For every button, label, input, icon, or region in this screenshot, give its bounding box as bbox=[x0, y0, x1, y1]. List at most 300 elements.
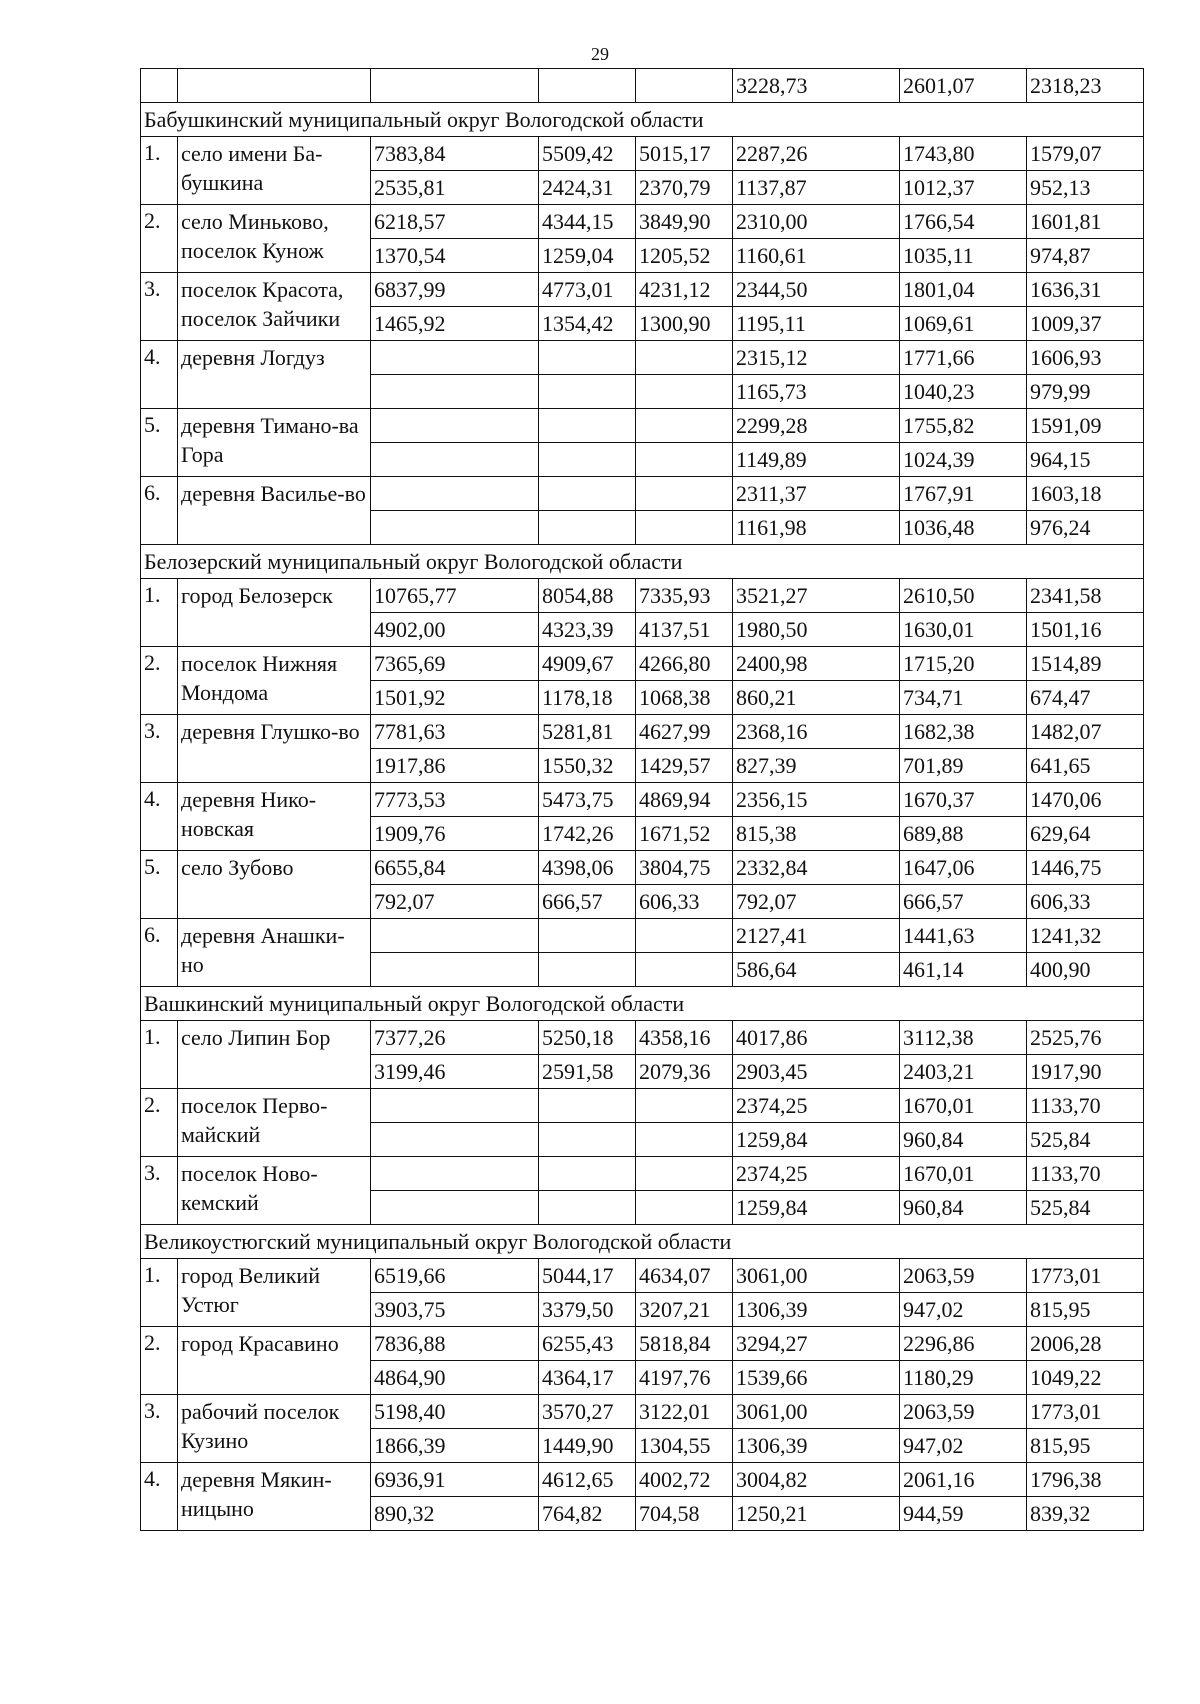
value-cell: 1909,76 bbox=[371, 817, 539, 851]
value-cell: 3112,38 bbox=[900, 1021, 1027, 1055]
value-cell: 1465,92 bbox=[371, 307, 539, 341]
value-cell: 2063,59 bbox=[900, 1395, 1027, 1429]
value-cell bbox=[371, 1089, 539, 1123]
value-cell: 1715,20 bbox=[900, 647, 1027, 681]
value-cell: 1742,26 bbox=[539, 817, 636, 851]
table-row bbox=[141, 1021, 1144, 1055]
table-row bbox=[141, 1089, 1144, 1123]
entry-index: 4. bbox=[141, 1463, 178, 1531]
value-cell: 3521,27 bbox=[733, 579, 900, 613]
entry-index: 2. bbox=[141, 1089, 178, 1157]
value-cell bbox=[636, 919, 733, 953]
settlement-name: деревня Анашки-но bbox=[178, 919, 371, 987]
value-cell: 1009,37 bbox=[1027, 307, 1144, 341]
carry-over-cell bbox=[636, 69, 733, 103]
value-cell bbox=[636, 1157, 733, 1191]
carry-over-cell: 3228,73 bbox=[733, 69, 900, 103]
value-cell: 734,71 bbox=[900, 681, 1027, 715]
value-cell: 1300,90 bbox=[636, 307, 733, 341]
value-cell: 1514,89 bbox=[1027, 647, 1144, 681]
value-cell: 1259,84 bbox=[733, 1123, 900, 1157]
value-cell bbox=[371, 443, 539, 477]
table-row bbox=[141, 1157, 1144, 1191]
value-cell: 2287,26 bbox=[733, 137, 900, 171]
value-cell: 5250,18 bbox=[539, 1021, 636, 1055]
value-cell: 4266,80 bbox=[636, 647, 733, 681]
table-row bbox=[141, 919, 1144, 953]
value-cell: 952,13 bbox=[1027, 171, 1144, 205]
value-cell: 3294,27 bbox=[733, 1327, 900, 1361]
value-cell: 7383,84 bbox=[371, 137, 539, 171]
value-cell: 606,33 bbox=[1027, 885, 1144, 919]
value-cell: 1069,61 bbox=[900, 307, 1027, 341]
value-cell: 5015,17 bbox=[636, 137, 733, 171]
value-cell: 2356,15 bbox=[733, 783, 900, 817]
value-cell: 4864,90 bbox=[371, 1361, 539, 1395]
value-cell: 960,84 bbox=[900, 1191, 1027, 1225]
value-cell: 1501,92 bbox=[371, 681, 539, 715]
value-cell: 839,32 bbox=[1027, 1497, 1144, 1531]
value-cell bbox=[539, 375, 636, 409]
value-cell bbox=[636, 375, 733, 409]
value-cell: 3804,75 bbox=[636, 851, 733, 885]
value-cell: 1670,01 bbox=[900, 1089, 1027, 1123]
value-cell: 2591,58 bbox=[539, 1055, 636, 1089]
value-cell: 4398,06 bbox=[539, 851, 636, 885]
value-cell: 976,24 bbox=[1027, 511, 1144, 545]
value-cell: 1630,01 bbox=[900, 613, 1027, 647]
value-cell: 827,39 bbox=[733, 749, 900, 783]
entry-index: 3. bbox=[141, 1395, 178, 1463]
settlement-name: город Великий Устюг bbox=[178, 1259, 371, 1327]
carry-over-cell bbox=[371, 69, 539, 103]
section-title: Великоустюгский муниципальный округ Вологодской области bbox=[141, 1225, 1144, 1259]
value-cell: 1743,80 bbox=[900, 137, 1027, 171]
value-cell: 1180,29 bbox=[900, 1361, 1027, 1395]
value-cell: 1304,55 bbox=[636, 1429, 733, 1463]
value-cell: 2063,59 bbox=[900, 1259, 1027, 1293]
entry-index: 5. bbox=[141, 851, 178, 919]
value-cell: 525,84 bbox=[1027, 1191, 1144, 1225]
value-cell: 1259,84 bbox=[733, 1191, 900, 1225]
value-cell: 1161,98 bbox=[733, 511, 900, 545]
value-cell: 7773,53 bbox=[371, 783, 539, 817]
settlement-name: село имени Ба-бушкина bbox=[178, 137, 371, 205]
value-cell: 4627,99 bbox=[636, 715, 733, 749]
value-cell: 1601,81 bbox=[1027, 205, 1144, 239]
value-cell bbox=[371, 409, 539, 443]
value-cell: 2061,16 bbox=[900, 1463, 1027, 1497]
value-cell bbox=[539, 1123, 636, 1157]
carry-over-row bbox=[141, 69, 1144, 103]
settlement-name: деревня Тимано-ва Гора bbox=[178, 409, 371, 477]
value-cell: 1446,75 bbox=[1027, 851, 1144, 885]
value-cell: 2424,31 bbox=[539, 171, 636, 205]
value-cell: 1049,22 bbox=[1027, 1361, 1144, 1395]
value-cell: 890,32 bbox=[371, 1497, 539, 1531]
value-cell: 947,02 bbox=[900, 1429, 1027, 1463]
value-cell: 4017,86 bbox=[733, 1021, 900, 1055]
value-cell: 1482,07 bbox=[1027, 715, 1144, 749]
value-cell bbox=[636, 409, 733, 443]
value-cell bbox=[636, 443, 733, 477]
value-cell: 1449,90 bbox=[539, 1429, 636, 1463]
value-cell: 641,65 bbox=[1027, 749, 1144, 783]
value-cell: 1603,18 bbox=[1027, 477, 1144, 511]
value-cell: 4137,51 bbox=[636, 613, 733, 647]
entry-index: 3. bbox=[141, 715, 178, 783]
value-cell: 586,64 bbox=[733, 953, 900, 987]
value-cell bbox=[371, 341, 539, 375]
section-header-row bbox=[141, 987, 1144, 1021]
value-cell: 1178,18 bbox=[539, 681, 636, 715]
table-row bbox=[141, 341, 1144, 375]
value-cell: 1636,31 bbox=[1027, 273, 1144, 307]
value-cell: 4634,07 bbox=[636, 1259, 733, 1293]
value-cell: 792,07 bbox=[733, 885, 900, 919]
settlement-name: село Миньково, поселок Кунож bbox=[178, 205, 371, 273]
section-header-row bbox=[141, 103, 1144, 137]
value-cell: 6519,66 bbox=[371, 1259, 539, 1293]
value-cell: 7836,88 bbox=[371, 1327, 539, 1361]
value-cell: 5473,75 bbox=[539, 783, 636, 817]
settlement-name: деревня Логдуз bbox=[178, 341, 371, 409]
section-header-row bbox=[141, 1225, 1144, 1259]
value-cell bbox=[539, 511, 636, 545]
value-cell: 1801,04 bbox=[900, 273, 1027, 307]
settlement-name: рабочий поселок Кузино bbox=[178, 1395, 371, 1463]
table-row bbox=[141, 205, 1144, 239]
value-cell: 1755,82 bbox=[900, 409, 1027, 443]
table-row bbox=[141, 273, 1144, 307]
value-cell: 4231,12 bbox=[636, 273, 733, 307]
value-cell bbox=[636, 953, 733, 987]
value-cell bbox=[636, 1089, 733, 1123]
value-cell: 1773,01 bbox=[1027, 1395, 1144, 1429]
value-cell: 10765,77 bbox=[371, 579, 539, 613]
value-cell: 1035,11 bbox=[900, 239, 1027, 273]
value-cell: 3379,50 bbox=[539, 1293, 636, 1327]
value-cell bbox=[371, 953, 539, 987]
value-cell bbox=[371, 375, 539, 409]
value-cell: 4197,76 bbox=[636, 1361, 733, 1395]
value-cell: 1354,42 bbox=[539, 307, 636, 341]
value-cell: 1980,50 bbox=[733, 613, 900, 647]
value-cell: 3570,27 bbox=[539, 1395, 636, 1429]
value-cell: 400,90 bbox=[1027, 953, 1144, 987]
value-cell: 1671,52 bbox=[636, 817, 733, 851]
value-cell: 2903,45 bbox=[733, 1055, 900, 1089]
value-cell: 7335,93 bbox=[636, 579, 733, 613]
value-cell: 7377,26 bbox=[371, 1021, 539, 1055]
value-cell: 947,02 bbox=[900, 1293, 1027, 1327]
settlement-name: поселок Перво-майский bbox=[178, 1089, 371, 1157]
value-cell: 2525,76 bbox=[1027, 1021, 1144, 1055]
settlement-name: деревня Мякин-ницыно bbox=[178, 1463, 371, 1531]
entry-index: 4. bbox=[141, 341, 178, 409]
value-cell: 2374,25 bbox=[733, 1089, 900, 1123]
carry-over-cell bbox=[141, 69, 178, 103]
carry-over-cell bbox=[539, 69, 636, 103]
value-cell: 1068,38 bbox=[636, 681, 733, 715]
value-cell: 1024,39 bbox=[900, 443, 1027, 477]
entry-index: 1. bbox=[141, 1259, 178, 1327]
value-cell: 666,57 bbox=[539, 885, 636, 919]
table-row bbox=[141, 137, 1144, 171]
value-cell: 6218,57 bbox=[371, 205, 539, 239]
settlement-name: поселок Нижняя Мондома bbox=[178, 647, 371, 715]
carry-over-cell: 2601,07 bbox=[900, 69, 1027, 103]
value-cell bbox=[636, 1191, 733, 1225]
entry-index: 3. bbox=[141, 273, 178, 341]
value-cell: 2368,16 bbox=[733, 715, 900, 749]
table-row bbox=[141, 715, 1144, 749]
value-cell: 5281,81 bbox=[539, 715, 636, 749]
value-cell bbox=[539, 443, 636, 477]
value-cell: 1917,90 bbox=[1027, 1055, 1144, 1089]
value-cell: 2127,41 bbox=[733, 919, 900, 953]
value-cell: 974,87 bbox=[1027, 239, 1144, 273]
value-cell: 1441,63 bbox=[900, 919, 1027, 953]
value-cell: 1306,39 bbox=[733, 1429, 900, 1463]
value-cell: 2341,58 bbox=[1027, 579, 1144, 613]
value-cell bbox=[371, 477, 539, 511]
value-cell bbox=[636, 341, 733, 375]
value-cell: 2610,50 bbox=[900, 579, 1027, 613]
value-cell: 5509,42 bbox=[539, 137, 636, 171]
value-cell: 1767,91 bbox=[900, 477, 1027, 511]
value-cell: 860,21 bbox=[733, 681, 900, 715]
value-cell: 1766,54 bbox=[900, 205, 1027, 239]
value-cell: 2535,81 bbox=[371, 171, 539, 205]
value-cell bbox=[371, 1123, 539, 1157]
table-row bbox=[141, 1327, 1144, 1361]
value-cell: 3061,00 bbox=[733, 1259, 900, 1293]
entry-index: 2. bbox=[141, 647, 178, 715]
value-cell: 2400,98 bbox=[733, 647, 900, 681]
value-cell: 1165,73 bbox=[733, 375, 900, 409]
value-cell: 2332,84 bbox=[733, 851, 900, 885]
value-cell: 1591,09 bbox=[1027, 409, 1144, 443]
value-cell: 4002,72 bbox=[636, 1463, 733, 1497]
value-cell: 792,07 bbox=[371, 885, 539, 919]
value-cell: 4909,67 bbox=[539, 647, 636, 681]
value-cell: 2079,36 bbox=[636, 1055, 733, 1089]
table-row bbox=[141, 477, 1144, 511]
value-cell: 2006,28 bbox=[1027, 1327, 1144, 1361]
value-cell: 1040,23 bbox=[900, 375, 1027, 409]
value-cell: 1550,32 bbox=[539, 749, 636, 783]
value-cell: 1133,70 bbox=[1027, 1157, 1144, 1191]
value-cell: 1866,39 bbox=[371, 1429, 539, 1463]
section-title: Вашкинский муниципальный округ Вологодской области bbox=[141, 987, 1144, 1021]
value-cell: 1771,66 bbox=[900, 341, 1027, 375]
table-row bbox=[141, 409, 1144, 443]
table-row bbox=[141, 1395, 1144, 1429]
value-cell bbox=[371, 511, 539, 545]
value-cell bbox=[539, 1157, 636, 1191]
value-cell: 2299,28 bbox=[733, 409, 900, 443]
value-cell: 1370,54 bbox=[371, 239, 539, 273]
value-cell bbox=[539, 1191, 636, 1225]
value-cell: 7365,69 bbox=[371, 647, 539, 681]
value-cell: 1670,37 bbox=[900, 783, 1027, 817]
value-cell: 8054,88 bbox=[539, 579, 636, 613]
value-cell: 4773,01 bbox=[539, 273, 636, 307]
value-cell: 1796,38 bbox=[1027, 1463, 1144, 1497]
value-cell: 1647,06 bbox=[900, 851, 1027, 885]
carry-over-cell bbox=[178, 69, 371, 103]
value-cell: 674,47 bbox=[1027, 681, 1144, 715]
settlement-name: деревня Василье-во bbox=[178, 477, 371, 545]
value-cell: 1429,57 bbox=[636, 749, 733, 783]
value-cell: 4323,39 bbox=[539, 613, 636, 647]
carry-over-cell: 2318,23 bbox=[1027, 69, 1144, 103]
value-cell: 1579,07 bbox=[1027, 137, 1144, 171]
table-body bbox=[141, 69, 1144, 1531]
value-cell: 6655,84 bbox=[371, 851, 539, 885]
table-row bbox=[141, 783, 1144, 817]
value-cell: 1250,21 bbox=[733, 1497, 900, 1531]
value-cell: 1773,01 bbox=[1027, 1259, 1144, 1293]
value-cell: 764,82 bbox=[539, 1497, 636, 1531]
value-cell: 815,95 bbox=[1027, 1429, 1144, 1463]
value-cell: 3061,00 bbox=[733, 1395, 900, 1429]
table-row bbox=[141, 851, 1144, 885]
entry-index: 1. bbox=[141, 137, 178, 205]
table-row bbox=[141, 1259, 1144, 1293]
value-cell: 1195,11 bbox=[733, 307, 900, 341]
section-header-row bbox=[141, 545, 1144, 579]
value-cell: 4902,00 bbox=[371, 613, 539, 647]
value-cell: 1539,66 bbox=[733, 1361, 900, 1395]
value-cell bbox=[371, 1157, 539, 1191]
entry-index: 2. bbox=[141, 1327, 178, 1395]
value-cell: 1036,48 bbox=[900, 511, 1027, 545]
value-cell: 2403,21 bbox=[900, 1055, 1027, 1089]
table-row bbox=[141, 647, 1144, 681]
value-cell: 964,15 bbox=[1027, 443, 1144, 477]
value-cell: 4364,17 bbox=[539, 1361, 636, 1395]
value-cell: 815,38 bbox=[733, 817, 900, 851]
value-cell: 6255,43 bbox=[539, 1327, 636, 1361]
value-cell: 1137,87 bbox=[733, 171, 900, 205]
value-cell: 6837,99 bbox=[371, 273, 539, 307]
value-cell: 3849,90 bbox=[636, 205, 733, 239]
value-cell: 1012,37 bbox=[900, 171, 1027, 205]
section-title: Белозерский муниципальный округ Вологодской области bbox=[141, 545, 1144, 579]
page-number: 29 bbox=[591, 44, 609, 64]
value-cell: 606,33 bbox=[636, 885, 733, 919]
settlement-name: деревня Глушко-во bbox=[178, 715, 371, 783]
value-cell: 704,58 bbox=[636, 1497, 733, 1531]
value-cell: 3004,82 bbox=[733, 1463, 900, 1497]
value-cell: 1133,70 bbox=[1027, 1089, 1144, 1123]
entry-index: 6. bbox=[141, 919, 178, 987]
value-cell: 629,64 bbox=[1027, 817, 1144, 851]
value-cell: 2344,50 bbox=[733, 273, 900, 307]
value-cell: 5198,40 bbox=[371, 1395, 539, 1429]
entry-index: 1. bbox=[141, 579, 178, 647]
value-cell: 7781,63 bbox=[371, 715, 539, 749]
value-cell: 2296,86 bbox=[900, 1327, 1027, 1361]
value-cell: 5044,17 bbox=[539, 1259, 636, 1293]
value-cell: 960,84 bbox=[900, 1123, 1027, 1157]
value-cell: 1606,93 bbox=[1027, 341, 1144, 375]
value-cell: 461,14 bbox=[900, 953, 1027, 987]
value-cell: 3207,21 bbox=[636, 1293, 733, 1327]
value-cell: 2311,37 bbox=[733, 477, 900, 511]
value-cell: 815,95 bbox=[1027, 1293, 1144, 1327]
value-cell bbox=[636, 477, 733, 511]
value-cell: 1306,39 bbox=[733, 1293, 900, 1327]
value-cell: 4344,15 bbox=[539, 205, 636, 239]
value-cell bbox=[539, 953, 636, 987]
value-cell: 1149,89 bbox=[733, 443, 900, 477]
value-cell: 3903,75 bbox=[371, 1293, 539, 1327]
value-cell: 2374,25 bbox=[733, 1157, 900, 1191]
value-cell: 1205,52 bbox=[636, 239, 733, 273]
value-cell: 2370,79 bbox=[636, 171, 733, 205]
value-cell: 689,88 bbox=[900, 817, 1027, 851]
settlement-name: деревня Нико-новская bbox=[178, 783, 371, 851]
value-cell: 525,84 bbox=[1027, 1123, 1144, 1157]
value-cell bbox=[371, 1191, 539, 1225]
value-cell: 2315,12 bbox=[733, 341, 900, 375]
value-cell bbox=[539, 477, 636, 511]
value-cell: 666,57 bbox=[900, 885, 1027, 919]
value-cell: 1682,38 bbox=[900, 715, 1027, 749]
entry-index: 4. bbox=[141, 783, 178, 851]
settlement-name: поселок Красота, поселок Зайчики bbox=[178, 273, 371, 341]
entry-index: 6. bbox=[141, 477, 178, 545]
entry-index: 1. bbox=[141, 1021, 178, 1089]
value-cell bbox=[636, 511, 733, 545]
value-cell: 1917,86 bbox=[371, 749, 539, 783]
value-cell: 4358,16 bbox=[636, 1021, 733, 1055]
value-cell bbox=[539, 1089, 636, 1123]
settlement-name: поселок Ново-кемский bbox=[178, 1157, 371, 1225]
value-cell: 1259,04 bbox=[539, 239, 636, 273]
settlement-name: село Липин Бор bbox=[178, 1021, 371, 1089]
section-title: Бабушкинский муниципальный округ Вологодской области bbox=[141, 103, 1144, 137]
value-cell: 701,89 bbox=[900, 749, 1027, 783]
value-cell: 944,59 bbox=[900, 1497, 1027, 1531]
value-cell: 4612,65 bbox=[539, 1463, 636, 1497]
value-cell: 2310,00 bbox=[733, 205, 900, 239]
settlement-name: город Красавино bbox=[178, 1327, 371, 1395]
value-cell: 6936,91 bbox=[371, 1463, 539, 1497]
value-cell: 4869,94 bbox=[636, 783, 733, 817]
value-cell: 3122,01 bbox=[636, 1395, 733, 1429]
table-row bbox=[141, 579, 1144, 613]
table-row bbox=[141, 1463, 1144, 1497]
value-cell bbox=[539, 919, 636, 953]
value-cell: 1470,06 bbox=[1027, 783, 1144, 817]
value-cell bbox=[636, 1123, 733, 1157]
entry-index: 3. bbox=[141, 1157, 178, 1225]
value-cell: 3199,46 bbox=[371, 1055, 539, 1089]
settlement-name: город Белозерск bbox=[178, 579, 371, 647]
value-cell: 1501,16 bbox=[1027, 613, 1144, 647]
value-cell: 1670,01 bbox=[900, 1157, 1027, 1191]
value-cell: 1241,32 bbox=[1027, 919, 1144, 953]
value-cell bbox=[371, 919, 539, 953]
entry-index: 5. bbox=[141, 409, 178, 477]
value-cell bbox=[539, 409, 636, 443]
settlement-name: село Зубово bbox=[178, 851, 371, 919]
value-cell: 979,99 bbox=[1027, 375, 1144, 409]
